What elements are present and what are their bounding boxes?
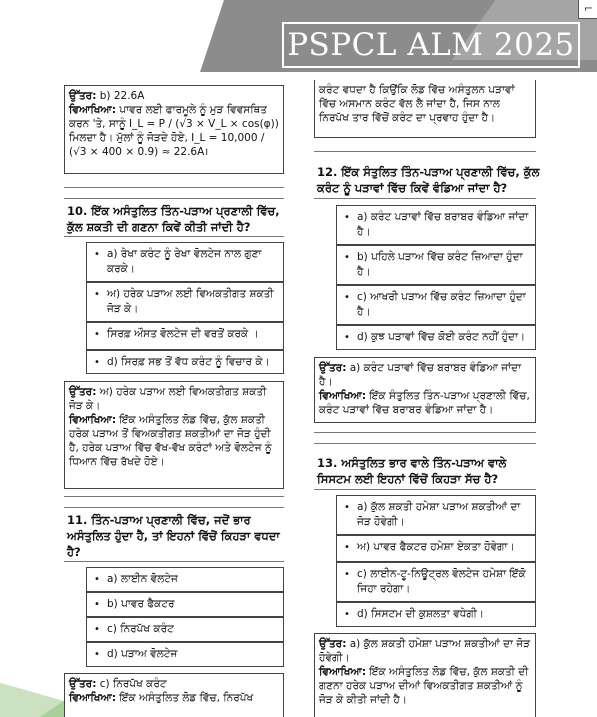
option-13-a[interactable]: • a) ਕੁੱਲ ਸ਼ਕਤੀ ਹਮੇਸ਼ਾ ਪੜਾਅ ਸ਼ਕਤੀਆਂ ਦਾ ਜੋੜ ਹੋਵੇਗੀ। (336, 495, 536, 535)
divider (314, 198, 536, 199)
explanation-label: ਵਿਆਖਿਆ: (69, 692, 117, 704)
divider (64, 236, 284, 237)
option-11-c[interactable]: • c) ਨਿਰਪੱਖ ਕਰੰਟ (86, 617, 284, 642)
option-11-a[interactable]: • a) ਲਾਈਨ ਵੋਲਟੇਜ (86, 567, 284, 592)
option-11-d[interactable]: • d) ਪੜਾਅ ਵੋਲਟੇਜ (86, 642, 284, 667)
explanation-label: ਵਿਆਖਿਆ: (319, 390, 367, 402)
option-13-d[interactable]: • d) ਸਿਸਟਮ ਦੀ ਕੁਸ਼ਲਤਾ ਵਧੇਗੀ। (336, 602, 536, 627)
option-10-d[interactable]: • d) ਸਿਰਫ਼ ਸਭ ਤੋਂ ਵੱਧ ਕਰੰਟ ਨੂੰ ਵਿਚਾਰ ਕੇ। (86, 350, 284, 374)
explanation-text: ਇੱਕ ਸੰਤੁਲਿਤ ਤਿੰਨ-ਪੜਾਅ ਪ੍ਰਣਾਲੀ ਵਿੱਚ, ਕਰੰਟ ਪੜਾਵਾਂ ਵਿੱਚ ਬਰਾਬਰ ਵੰਡਿਆ ਜਾਂਦਾ ਹੈ। (319, 390, 530, 416)
option-12-b[interactable]: • b) ਪਹਿਲੇ ਪੜਾਅ ਵਿੱਚ ਕਰੰਟ ਜ਼ਿਆਦਾ ਹੁੰਦਾ ਹੈ। (336, 245, 536, 285)
question-11: 11. ਤਿੰਨ-ਪੜਾਅ ਪ੍ਰਣਾਲੀ ਵਿੱਚ, ਜਦੋਂ ਭਾਰ ਅਸੰਤੁਲਿਤ ਹੁੰਦਾ ਹੈ, ਤਾਂ ਇਹਨਾਂ ਵਿੱਚੋਂ ਕਿਹੜਾ ਵਧਦਾ ਹੈ? (67, 513, 280, 559)
option-10-c[interactable]: • ਸਿਰਫ਼ ਔਸਤ ਵੋਲਟੇਜ ਦੀ ਵਰਤੋਂ ਕਰਕੇ । (86, 322, 284, 350)
option-12-c[interactable]: • c) ਆਖਰੀ ਪੜਾਅ ਵਿੱਚ ਕਰੰਟ ਜ਼ਿਆਦਾ ਹੁੰਦਾ ਹੈ। (336, 285, 536, 325)
option-12-a[interactable]: • a) ਕਰੰਟ ਪੜਾਵਾਂ ਵਿੱਚ ਬਰਾਬਰ ਵੰਡਿਆ ਜਾਂਦਾ ਹੈ। (336, 205, 536, 245)
explanation-label: ਵਿਆਖਿਆ: (69, 104, 117, 116)
divider (314, 151, 536, 152)
divider (64, 561, 284, 562)
answer-value: a) ਕਰੰਟ ਪੜਾਵਾਂ ਵਿੱਚ ਬਰਾਬਰ ਵੰਡਿਆ ਜਾਂਦਾ ਹੈ। (319, 362, 522, 388)
option-11-b[interactable]: • b) ਪਾਵਰ ਫੈਕਟਰ (86, 592, 284, 617)
explanation-text: ਪਾਵਰ ਲਈ ਫਾਰਮੂਲੇ ਨੂੰ ਮੁੜ ਵਿਵਸਥਿਤ ਕਰਨ 'ਤੇ, ਸਾਨੂੰ I_L = P / (√3 × V_L × cos(φ)) ਮਿਲਦਾ ਹੈ। ਮੁੱਲਾਂ ਨੂੰ ਜੋੜਦੇ ਹੋਏ, I_L = 10,000 / (√3 × 400 × 0.9) ≈ 22.6A। (69, 104, 279, 158)
question-12: 12. ਇੱਕ ਸੰਤੁਲਿਤ ਤਿੰਨ-ਪੜਾਅ ਪ੍ਰਣਾਲੀ ਵਿੱਚ, ਕੁੱਲ ਕਰੰਟ ਨੂੰ ਪੜਾਵਾਂ ਵਿੱਚ ਕਿਵੇਂ ਵੰਡਿਆ ਜਾਂਦਾ ਹੈ? (317, 165, 540, 195)
explanation-label: ਵਿਆਖਿਆ: (319, 666, 367, 678)
answer-value: ਅ) ਹਰੇਕ ਪੜਾਅ ਲਈ ਵਿਅਕਤੀਗਤ ਸ਼ਕਤੀ ਜੋੜ ਕੇ। (69, 386, 267, 412)
answer-value: a) ਕੁੱਲ ਸ਼ਕਤੀ ਹਮੇਸ਼ਾ ਪੜਾਅ ਸ਼ਕਤੀਆਂ ਦਾ ਜੋੜ ਹੋਵੇਗੀ। (319, 638, 531, 664)
option-10-a[interactable]: • a) ਰੇਖਾ ਕਰੰਟ ਨੂੰ ਰੇਖਾ ਵੋਲਟੇਜ ਨਾਲ ਗੁਣਾ ਕਰਕੇ। (86, 242, 284, 282)
divider (64, 496, 284, 497)
option-12-d[interactable]: • d) ਕੁਝ ਪੜਾਵਾਂ ਵਿੱਚ ਕੋਈ ਕਰੰਟ ਨਹੀਂ ਹੁੰਦਾ। (336, 325, 536, 350)
divider (64, 507, 284, 508)
answer-label: ਉੱਤਰ: (319, 638, 347, 650)
answer-box-13 (314, 633, 536, 717)
explanation-text: ਕਰੰਟ ਵਧਦਾ ਹੈ ਕਿਉਂਕਿ ਲੋਡ ਵਿੱਚ ਅਸੰਤੁਲਨ ਪੜਾਵਾਂ ਵਿੱਚ ਅਸਮਾਨ ਕਰੰਟ ਵੱਲ ਲੈ ਜਾਂਦਾ ਹੈ, ਜਿਸ ਨਾਲ ਨਿਰਪੱਖ ਤਾਰ ਵਿੱਚੋਂ ਕਰੰਟ ਦਾ ਪ੍ਰਵਾਹ ਹੁੰਦਾ ਹੈ। (319, 84, 515, 124)
divider (64, 187, 284, 188)
answer-label: ਉੱਤਰ: (69, 678, 97, 690)
answer-label: ਉੱਤਰ: (69, 386, 97, 398)
answer-label: ਉੱਤਰ: (319, 362, 347, 374)
answer-box-9 (64, 85, 284, 174)
explanation-label: ਵਿਆਖਿਆ: (69, 414, 117, 426)
explanation-text: ਇੱਕ ਅਸੰਤੁਲਿਤ ਲੋਡ ਵਿੱਚ, ਕੁੱਲ ਸ਼ਕਤੀ ਹਰੇਕ ਪੜਾਅ ਤੋਂ ਵਿਅਕਤੀਗਤ ਸ਼ਕਤੀਆਂ ਦਾ ਜੋੜ ਹੁੰਦੀ ਹੈ, ਹਰੇਕ ਪੜਾਅ ਵਿੱਚ ਵੱਖ-ਵੱਖ ਕਰੰਟਾਂ ਅਤੇ ਵੋਲਟੇਜ ਨੂੰ ਧਿਆਨ ਵਿੱਚ ਰੱਖਦੇ ਹੋਏ। (69, 414, 272, 468)
divider (314, 432, 536, 433)
answer-value: c) ਨਿਰਪੱਖ ਕਰੰਟ (96, 678, 167, 690)
divider (314, 443, 536, 444)
answer-box-10 (64, 381, 284, 489)
question-10: 10. ਇੱਕ ਅਸੰਤੁਲਿਤ ਤਿੰਨ-ਪੜਾਅ ਪ੍ਰਣਾਲੀ ਵਿੱਚ, ਕੁੱਲ ਸ਼ਕਤੀ ਦੀ ਗਣਨਾ ਕਿਵੇਂ ਕੀਤੀ ਜਾਂਦੀ ਹੈ? (67, 204, 280, 234)
option-10-b[interactable]: • ਅ) ਹਰੇਕ ਪੜਾਅ ਲਈ ਵਿਅਕਤੀਗਤ ਸ਼ਕਤੀ ਜੋੜ ਕੇ। (86, 282, 284, 322)
answer-box-11-continued (314, 80, 536, 138)
option-13-c[interactable]: • c) ਲਾਈਨ-ਟੂ-ਨਿਊਟ੍ਰਲ ਵੋਲਟੇਜ ਹਮੇਸ਼ਾ ਇੱਕੋ ਜਿਹਾ ਰਹੇਗਾ। (336, 562, 536, 602)
explanation-text: ਇੱਕ ਅਸੰਤੁਲਿਤ ਲੋਡ ਵਿੱਚ, ਨਿਰਪੱਖ (116, 692, 254, 704)
answer-label: ਉੱਤਰ: (69, 90, 97, 102)
divider (314, 489, 536, 490)
divider (64, 198, 284, 199)
answer-value: b) 22.6A (96, 90, 145, 102)
answer-box-11 (64, 673, 284, 717)
option-13-b[interactable]: • ਅ) ਪਾਵਰ ਫੈਕਟਰ ਹਮੇਸ਼ਾ ਏਕਤਾ ਹੋਵੇਗਾ। (336, 535, 536, 562)
explanation-text: ਇੱਕ ਅਸੰਤੁਲਿਤ ਲੋਡ ਵਿੱਚ, ਕੁੱਲ ਸ਼ਕਤੀ ਦੀ ਗਣਨਾ ਹਰੇਕ ਪੜਾਅ ਦੀਆਂ ਵਿਅਕਤੀਗਤ ਸ਼ਕਤੀਆਂ ਨੂੰ ਜੋੜ ਕੇ ਕੀਤੀ ਜਾਂਦੀ ਹੈ। (319, 666, 529, 706)
page-corner-icon[interactable]: ⌐ (578, 0, 597, 19)
banner-title: PSPCL ALM 2025 (282, 22, 580, 68)
question-13: 13. ਅਸੰਤੁਲਿਤ ਭਾਰ ਵਾਲੇ ਤਿੰਨ-ਪੜਾਅ ਵਾਲੇ ਸਿਸਟਮ ਲਈ ਇਹਨਾਂ ਵਿੱਚੋਂ ਕਿਹੜਾ ਸੱਚ ਹੈ? (317, 456, 507, 486)
answer-box-12 (314, 357, 536, 423)
